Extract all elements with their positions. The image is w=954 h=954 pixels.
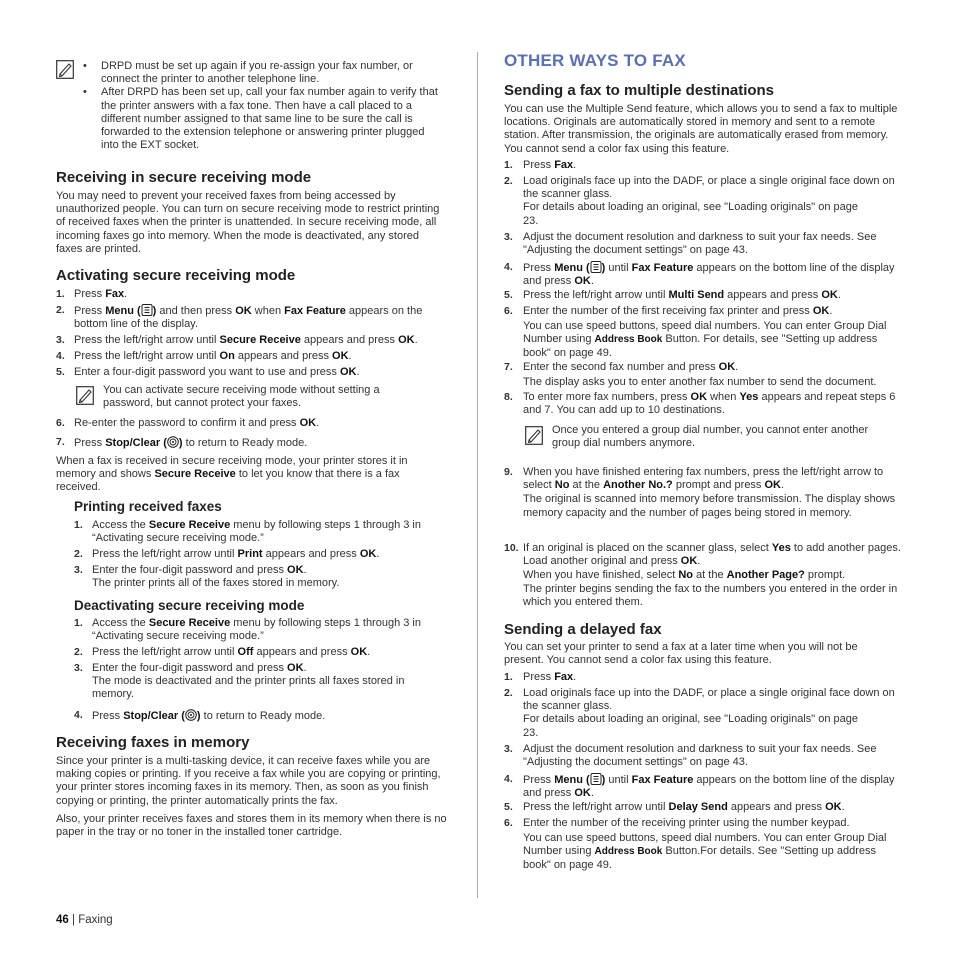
bold-text: Secure Receive <box>148 617 231 629</box>
step <box>504 542 901 609</box>
text: to add another pages. Load another original and press <box>523 542 901 568</box>
step <box>504 687 901 743</box>
bold-text: ) <box>196 710 201 722</box>
step-number: 2. <box>74 548 83 560</box>
column-divider <box>477 52 478 898</box>
page-footer <box>56 914 113 926</box>
bold-text: ) <box>601 774 606 786</box>
text: To enter more fax numbers, press <box>523 391 691 403</box>
bold-text: OK <box>574 275 591 288</box>
step-number: 6. <box>56 417 65 429</box>
step <box>74 519 448 548</box>
text: Press <box>74 437 106 449</box>
text: appears and press <box>262 548 360 560</box>
step <box>74 564 448 590</box>
multi-intro: You can use the Multiple Send feature, which allows you to send a fax to multiple locations. Originals are automatically stored in memory and sent to a remote station. After transmission, the originals are automatically erased from memory. You cannot send a color fax using this feature. <box>504 103 898 155</box>
step-detail: For details about loading an original, see "Loading originals" on page 23. <box>523 713 858 739</box>
step <box>504 289 901 305</box>
text: Press <box>523 262 555 274</box>
deactivating-steps <box>74 617 448 723</box>
note-icon <box>76 386 94 405</box>
text: . <box>356 366 360 378</box>
step <box>504 159 901 175</box>
multi-steps-2 <box>504 466 901 609</box>
activating-outro <box>56 455 446 495</box>
step-number: 1. <box>74 519 83 531</box>
text: Enter the four-digit password and press <box>92 662 288 674</box>
bold-text: Off <box>237 646 254 658</box>
text: Adjust the document resolution and darkness to suit your fax needs. See "Adjusting the document settings" on page 43. <box>523 743 877 769</box>
step-number: 2. <box>504 175 513 187</box>
text: Enter the four-digit password and press <box>92 564 288 576</box>
text: appears and press <box>724 289 822 301</box>
text: Enter the number of the first receiving fax printer and press <box>523 305 813 317</box>
text: appears and press <box>727 801 826 813</box>
step-number: 1. <box>504 159 513 171</box>
stop-clear-icon <box>185 709 197 721</box>
text: at the <box>692 569 727 582</box>
text: when <box>251 305 285 317</box>
note-icon <box>525 426 543 445</box>
text: . <box>841 801 845 813</box>
step-number: 4. <box>74 709 83 721</box>
step-detail: The printer prints all of the faxes stored in memory. <box>92 577 340 590</box>
text: Access the <box>92 617 149 629</box>
step-number: 1. <box>56 288 65 300</box>
step-detail <box>523 569 901 582</box>
text: prompt. <box>804 569 846 582</box>
delayed-steps <box>504 671 901 872</box>
step-number: 6. <box>504 817 513 829</box>
step-number: 4. <box>56 350 65 362</box>
delayed-intro: You can set your printer to send a fax at a later time when you will not be present. You cannot send a color fax using this feature. <box>504 641 858 667</box>
page-title: OTHER WAYS TO FAX <box>504 51 686 70</box>
bold-text: OK <box>287 662 304 674</box>
step-detail: The original is scanned into memory before transmission. The display shows memory capacity and the number of pages being stored in memory. <box>523 493 896 519</box>
bold-text: OK <box>821 289 838 301</box>
bold-text: OK <box>764 479 781 492</box>
text: . <box>367 646 371 658</box>
step-number: 10. <box>504 542 519 554</box>
text: Adjust the document resolution and darkness to suit your fax needs. See "Adjusting the document settings" on page 43. <box>523 231 877 257</box>
step-number: 3. <box>504 743 513 755</box>
menu-button-icon <box>590 773 602 785</box>
text: Load originals face up into the DADF, or place a single original face down on the scanner glass. <box>523 175 895 201</box>
text: appears and press <box>300 334 399 346</box>
step <box>504 391 901 417</box>
bold-text: OK <box>690 391 708 403</box>
heading-memory: Receiving faxes in memory <box>56 734 250 751</box>
text: until <box>605 262 632 274</box>
bold-text: Menu ( <box>554 774 590 786</box>
bold-text: Stop/Clear ( <box>123 710 185 722</box>
note-drpd <box>83 60 443 152</box>
text: . <box>590 787 594 800</box>
bold-text: Fax <box>554 159 574 171</box>
bold-text: Fax <box>105 288 125 300</box>
text: Press the left/right arrow until <box>92 548 238 560</box>
text: . <box>414 334 418 346</box>
multi-steps <box>504 159 901 417</box>
step <box>504 305 901 361</box>
step-number: 4. <box>504 261 513 273</box>
text: Press the left/right arrow until <box>92 646 238 658</box>
text: appears on the bottom line of the display and press <box>523 774 895 800</box>
text: . <box>735 361 739 373</box>
step <box>504 817 901 872</box>
step <box>74 646 448 662</box>
text: Load originals face up into the DADF, or place a single original face down on the scanner glass. <box>523 687 895 713</box>
text: You can use speed buttons, speed dial numbers. You can enter Group Dial Number using <box>523 832 887 858</box>
text: . <box>124 288 128 300</box>
text: . <box>573 671 577 683</box>
bullet: • <box>83 86 87 99</box>
heading-secure-receiving: Receiving in secure receiving mode <box>56 169 312 186</box>
bold-text: OK <box>825 801 842 813</box>
footer-separator: | <box>68 914 79 926</box>
bold-text: Menu ( <box>554 262 590 274</box>
step <box>74 617 448 646</box>
memory-paragraph-2: Also, your printer receives faxes and stores them in its memory when there is no paper in the tray or no toner in the installed toner cartridge. <box>56 812 447 839</box>
bold-text: OK <box>350 646 368 658</box>
bold-text: Menu ( <box>105 305 141 317</box>
printing-steps <box>74 519 448 590</box>
step <box>504 773 901 801</box>
step-detail: For details about loading an original, see "Loading originals" on page 23. <box>523 201 858 227</box>
menu-button-icon <box>141 304 153 316</box>
step <box>504 231 901 261</box>
bold-text: Stop/Clear ( <box>105 437 167 449</box>
text: until <box>605 774 632 786</box>
bold-text: Another No.? <box>603 479 673 492</box>
menu-button-icon <box>590 261 602 273</box>
text: to let you know that there is a fax received. <box>56 468 400 494</box>
bold-text: No <box>554 479 570 492</box>
bold-text: Fax Feature <box>284 305 346 317</box>
step-number: 8. <box>504 391 513 403</box>
bold-text: OK <box>235 305 252 317</box>
text: Press <box>523 159 555 171</box>
step <box>56 288 448 304</box>
bold-text: OK <box>359 548 377 560</box>
text: menu by following steps 1 through 3 in “Activating secure receiving mode.” <box>92 519 421 545</box>
activating-steps <box>56 288 448 382</box>
text: Enter the second fax number and press <box>523 361 719 373</box>
bold-text: OK <box>680 555 698 568</box>
bold-text: Fax Feature <box>631 262 694 274</box>
text: Press <box>523 671 555 683</box>
bold-text: Fax <box>554 671 574 683</box>
bold-text: Another Page? <box>726 569 805 582</box>
step-number: 2. <box>74 646 83 658</box>
text: appears and press <box>253 646 351 658</box>
text: . <box>781 479 785 492</box>
step-number: 3. <box>74 662 83 674</box>
step <box>74 709 448 723</box>
step <box>504 361 901 391</box>
heading-multi-send: Sending a fax to multiple destinations <box>504 82 775 99</box>
step-number: 6. <box>504 305 513 317</box>
bold-text: No <box>678 569 693 582</box>
step-number: 7. <box>504 361 513 373</box>
text: If an original is placed on the scanner glass, select <box>523 542 772 554</box>
step-number: 1. <box>74 617 83 629</box>
text: . <box>697 555 701 568</box>
bold-text: OK <box>574 787 591 800</box>
text: Enter a four-digit password you want to use and press <box>74 366 340 378</box>
secure-intro: You may need to prevent your received faxes from being accessed by unauthorized people. You can turn on secure receiving mode to restrict printing of received faxes when the printer is unattended. In secure receiving mode, all incoming faxes go into memory. When the mode is deactivated, any stored faxes are printed. <box>56 190 440 255</box>
text: . <box>837 289 841 301</box>
bold-text: OK <box>339 366 357 378</box>
text: Press <box>74 288 106 300</box>
step <box>504 261 901 289</box>
bold-text: Fax Feature <box>631 774 694 786</box>
text: Press the left/right arrow until <box>523 289 669 301</box>
step <box>56 417 448 436</box>
page-number: 46 <box>56 914 69 926</box>
bold-text: ) <box>601 262 606 274</box>
memory-paragraph-1: Since your printer is a multi-tasking device, it can receive faxes while you are making copies or printing. If you receive a fax while you are copying or printing, your printer stores incoming faxes in its memory. Then, as soon as you finish copying or printing, the printer automatically prints the fax. <box>56 755 441 807</box>
bold-text: OK <box>299 417 317 429</box>
step-number: 5. <box>504 801 513 813</box>
step-detail <box>523 832 901 872</box>
stop-clear-icon <box>167 436 179 448</box>
step-number: 3. <box>74 564 83 576</box>
step-detail <box>523 320 901 360</box>
activating-steps-2 <box>56 417 448 452</box>
bold-text: Yes <box>771 542 791 554</box>
text: appears on the bottom line of the display. <box>74 305 423 331</box>
step-number: 9. <box>504 466 513 478</box>
text: menu by following steps 1 through 3 in “Activating secure receiving mode.” <box>92 617 421 643</box>
bold-text: OK <box>287 564 304 576</box>
text: . <box>303 564 307 576</box>
step-number: 3. <box>56 334 65 346</box>
step-detail: The mode is deactivated and the printer prints all faxes stored in memory. <box>92 675 405 701</box>
bold-text: OK <box>398 334 415 346</box>
text: Button.For details. See "Setting up address book" on page 49. <box>523 845 876 871</box>
text: When you have finished, select <box>523 569 679 582</box>
step-number: 4. <box>504 773 513 785</box>
bold-text: Secure Receive <box>148 519 231 531</box>
step-detail: The display asks you to enter another fax number to send the document. <box>523 376 877 389</box>
bold-text: Print <box>237 548 263 560</box>
step <box>56 334 448 350</box>
text: Re-enter the password to confirm it and press <box>74 417 300 429</box>
text: . <box>573 159 577 171</box>
heading-delayed: Sending a delayed fax <box>504 621 662 638</box>
text: prompt and press <box>672 479 765 492</box>
bold-text: ) <box>178 437 183 449</box>
step-number: 3. <box>504 231 513 243</box>
text: Button. For details, see "Setting up address book" on page 49. <box>523 333 878 359</box>
step <box>56 366 448 382</box>
text: and then press <box>156 305 236 317</box>
step <box>504 466 901 542</box>
text: Press <box>74 305 106 317</box>
text: to return to Ready mode. <box>182 437 308 449</box>
step-number: 2. <box>504 687 513 699</box>
text: appears and press <box>234 350 333 362</box>
text: Press the left/right arrow until <box>523 801 669 813</box>
footer-section: Faxing <box>78 914 113 926</box>
text: Press <box>92 710 124 722</box>
step-number: 1. <box>504 671 513 683</box>
text: at the <box>569 479 604 492</box>
text: When you have finished entering fax numbers, press the left/right arrow to select <box>523 466 884 492</box>
text: . <box>316 417 320 429</box>
bold-text: Secure Receive <box>154 468 236 481</box>
bold-text: Yes <box>739 391 759 403</box>
text: when <box>707 391 740 403</box>
text: . <box>348 350 352 362</box>
note-bullet-2: After DRPD has been set up, call your fax number again to verify that the printer answers with a fax tone. Then have a call placed to a different number assigned to that same line to be sure the call is forwarded to the extension telephone or answering printer plugged into the EXT socket. <box>101 86 438 152</box>
step-detail: The printer begins sending the fax to the numbers you entered in the order in which you entered them. <box>523 582 898 608</box>
text: Enter the number of the receiving printer using the number keypad. <box>523 817 850 829</box>
bold-text: Address Book <box>594 846 663 858</box>
bold-text: Address Book <box>594 334 663 346</box>
step <box>504 743 901 773</box>
text: . <box>376 548 380 560</box>
bold-text: On <box>219 350 235 362</box>
text: Access the <box>92 519 149 531</box>
bold-text: Secure Receive <box>219 334 301 346</box>
text: . <box>829 305 833 317</box>
text: appears on the bottom line of the display and press <box>523 262 895 288</box>
heading-activating: Activating secure receiving mode <box>56 267 296 284</box>
note-icon <box>56 60 74 79</box>
note-group-dial: Once you entered a group dial number, you cannot enter another group dial numbers anymore. <box>552 424 869 450</box>
text: Press the left/right arrow until <box>74 350 220 362</box>
step <box>56 350 448 366</box>
bold-text: OK <box>332 350 349 362</box>
step <box>504 671 901 687</box>
bold-text: ) <box>152 305 157 317</box>
text: You can use speed buttons, speed dial numbers. You can enter Group Dial Number using <box>523 320 887 346</box>
text: . <box>590 275 594 288</box>
step <box>56 436 448 452</box>
note-bullet-1: DRPD must be set up again if you re-assign your fax number, or connect the printer to another telephone line. <box>101 60 413 86</box>
step-number: 5. <box>56 366 65 378</box>
step <box>74 548 448 564</box>
text: When a fax is received in secure receiving mode, your printer stores it in memory and shows <box>56 455 408 481</box>
step-number: 2. <box>56 304 65 316</box>
step <box>74 662 448 709</box>
bold-text: Delay Send <box>668 801 728 813</box>
text: Press <box>523 774 555 786</box>
bold-text: OK <box>812 305 830 317</box>
note-password: You can activate secure receiving mode without setting a password, but cannot protect your faxes. <box>103 384 380 410</box>
heading-printing: Printing received faxes <box>74 499 222 514</box>
heading-deactivating: Deactivating secure receiving mode <box>74 598 305 613</box>
step-number: 7. <box>56 436 65 448</box>
step <box>504 801 901 817</box>
bullet: • <box>83 60 87 72</box>
memory-text <box>56 755 448 839</box>
step <box>56 304 448 334</box>
step-number: 5. <box>504 289 513 301</box>
text: . <box>303 662 307 674</box>
bold-text: Multi Send <box>668 289 725 301</box>
text: appears and repeat steps 6 and 7. You can add up to 10 destinations. <box>523 391 896 417</box>
step <box>504 175 901 231</box>
text: to return to Ready mode. <box>200 710 326 722</box>
bold-text: OK <box>718 361 736 373</box>
text: Press the left/right arrow until <box>74 334 220 346</box>
